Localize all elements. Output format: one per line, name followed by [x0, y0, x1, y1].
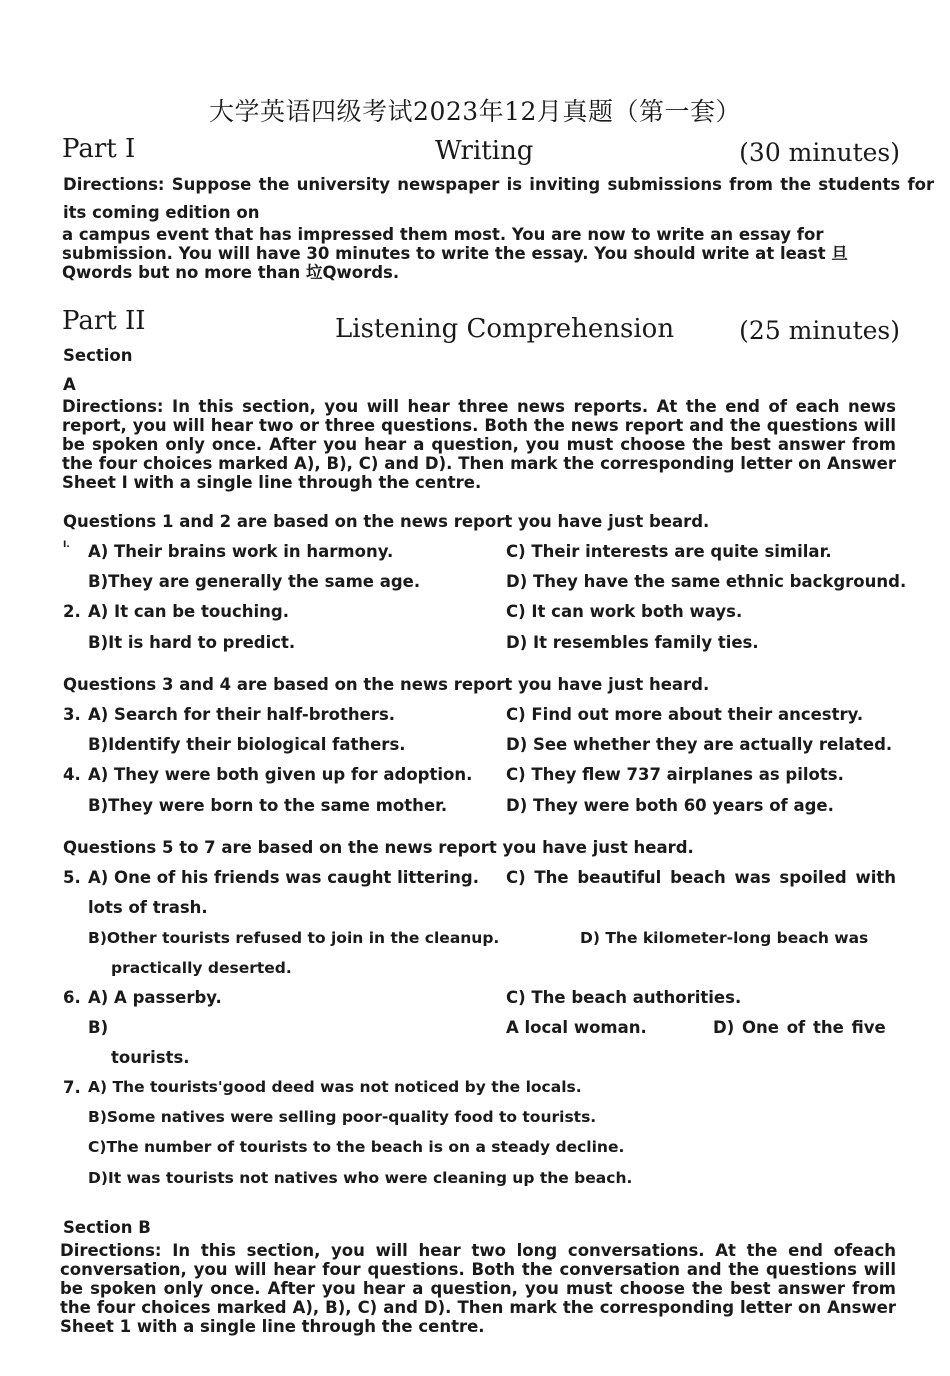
- part1-directions-line2: its coming edition on: [63, 203, 260, 222]
- part2-time: (25 minutes): [739, 316, 900, 345]
- part1-directions-line1: Directions: Suppose the university newspaper is inviting submissions from the students for: [63, 175, 935, 194]
- q5-option-c-line1: C) The beautiful beach was spoiled with: [506, 868, 896, 887]
- q6-number: 6.: [63, 988, 81, 1007]
- part2-title: Listening Comprehension: [335, 314, 675, 344]
- q2-option-b: B)It is hard to predict.: [88, 633, 296, 652]
- q7-number: 7.: [63, 1078, 81, 1097]
- q4-option-d: D) They were both 60 years of age.: [506, 796, 834, 815]
- q6-option-c: C) The beach authorities.: [506, 988, 742, 1007]
- q7-option-a: A) The tourists'good deed was not noticed by the locals.: [88, 1078, 582, 1096]
- q3-option-b: B)Identify their biological fathers.: [88, 735, 406, 754]
- q6-option-b-letter: B): [88, 1018, 109, 1037]
- part1-label: Part I: [62, 134, 136, 164]
- part1-directions-body: a campus event that has impressed them most. You are now to write an essay for submission. You will have 30 minutes to write the essay. You should write at least 旦Qwords but no more than 垃Qwords.: [62, 225, 848, 282]
- part1-time: (30 minutes): [739, 138, 900, 167]
- group1-header: Questions 1 and 2 are based on the news report you have just beard.: [63, 512, 710, 531]
- q5-option-b: B)Other tourists refused to join in the cleanup.: [88, 929, 500, 947]
- q6-option-b-text: A local woman.: [506, 1018, 647, 1037]
- q5-option-d-line2: practically deserted.: [111, 959, 292, 977]
- q6-option-d-line1: D) One of the five: [713, 1018, 886, 1037]
- q1-option-a: A) Their brains work in harmony.: [88, 542, 394, 561]
- q5-option-d-line1: D) The kilometer-long beach was: [580, 929, 869, 947]
- group2-header: Questions 3 and 4 are based on the news report you have just heard.: [63, 675, 710, 694]
- q4-option-b: B)They were born to the same mother.: [88, 796, 448, 815]
- q3-option-d: D) See whether they are actually related.: [506, 735, 893, 754]
- part1-title: Writing: [435, 136, 534, 166]
- q3-option-c: C) Find out more about their ancestry.: [506, 705, 864, 724]
- q3-number: 3.: [63, 705, 81, 724]
- q7-option-d: D)It was tourists not natives who were cleaning up the beach.: [88, 1169, 633, 1187]
- q2-option-a: A) It can be touching.: [88, 602, 289, 621]
- part2-label: Part II: [62, 306, 146, 336]
- q1-option-d: D) They have the same ethnic background.: [506, 572, 907, 591]
- q2-number: 2.: [63, 602, 81, 621]
- q6-option-d-line2: tourists.: [111, 1048, 190, 1067]
- q4-option-a: A) They were both given up for adoption.: [88, 765, 473, 784]
- q2-option-c: C) It can work both ways.: [506, 602, 743, 621]
- section-a-word: Section: [63, 346, 133, 365]
- q6-option-a: A) A passerby.: [88, 988, 222, 1007]
- q2-option-d: D) It resembles family ties.: [506, 633, 759, 652]
- section-a-directions: Directions: In this section, you will hear three news reports. At the end of each news report, you will hear two or three questions. Both the news report and the questions will be spoken only once. After you hear a question, you must choose the best answer from the four choices marked A), B), C) and D). Then mark the corresponding letter on Answer Sheet I with a single line through the centre.: [62, 397, 896, 492]
- q5-option-a: A) One of his friends was caught littering.: [88, 868, 479, 887]
- q5-number: 5.: [63, 868, 81, 887]
- q4-number: 4.: [63, 765, 81, 784]
- section-b-title: Section B: [63, 1218, 151, 1237]
- q1-option-b: B)They are generally the same age.: [88, 572, 421, 591]
- q3-option-a: A) Search for their half-brothers.: [88, 705, 396, 724]
- q7-option-b: B)Some natives were selling poor-quality food to tourists.: [88, 1108, 597, 1126]
- q4-option-c: C) They flew 737 airplanes as pilots.: [506, 765, 844, 784]
- q5-option-c-line2: lots of trash.: [88, 898, 208, 917]
- section-b-directions: Directions: In this section, you will hear two long conversations. At the end ofeach conversation, you will hear four questions. Both the conversation and the questions will be spoken only once. After you hear a question, you must choose the best answer from the four choices marked A), B), C) and D). Then mark the corresponding letter on Answer Sheet 1 with a single line through the centre.: [60, 1241, 896, 1336]
- q1-number: I.: [63, 540, 70, 550]
- q7-option-c: C)The number of tourists to the beach is on a steady decline.: [88, 1138, 625, 1156]
- section-a-letter: A: [63, 375, 76, 394]
- document-title: 大学英语四级考试2023年12月真题（第一套）: [209, 97, 741, 126]
- q1-option-c: C) Their interests are quite similar.: [506, 542, 832, 561]
- group3-header: Questions 5 to 7 are based on the news report you have just heard.: [63, 838, 694, 857]
